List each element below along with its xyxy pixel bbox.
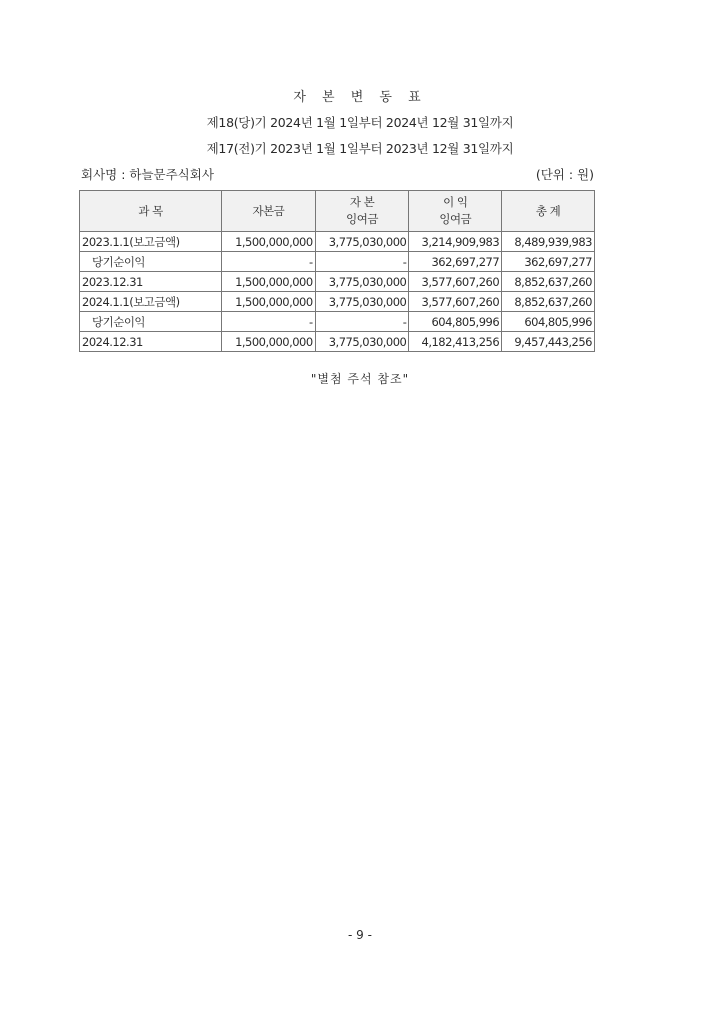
cell-capital: - bbox=[222, 312, 316, 332]
header-capital-surplus bbox=[315, 191, 409, 232]
header-item: 과 목 bbox=[80, 191, 222, 232]
cell-retained-earnings: 604,805,996 bbox=[409, 312, 502, 332]
cell-capital-surplus: - bbox=[315, 312, 409, 332]
cell-capital-surplus: 3,775,030,000 bbox=[315, 292, 409, 312]
cell-retained-earnings: 362,697,277 bbox=[409, 252, 502, 272]
row-label: 2023.12.31 bbox=[80, 272, 222, 292]
footnote-reference: "별첨 주석 참조" bbox=[310, 372, 410, 386]
table-row bbox=[80, 232, 595, 252]
cell-retained-earnings: 3,577,607,260 bbox=[409, 292, 502, 312]
cell-total: 8,489,939,983 bbox=[502, 232, 595, 252]
cell-total: 8,852,637,260 bbox=[502, 272, 595, 292]
cell-capital-surplus: 3,775,030,000 bbox=[315, 232, 409, 252]
row-label: 당기순이익 bbox=[80, 312, 222, 332]
table-row bbox=[80, 312, 595, 332]
cell-retained-earnings: 3,577,607,260 bbox=[409, 272, 502, 292]
header-capital-surplus-line1: 자 본 bbox=[349, 195, 375, 209]
cell-capital: 1,500,000,000 bbox=[222, 332, 316, 352]
cell-total: 9,457,443,256 bbox=[502, 332, 595, 352]
document-title: 자 본 변 동 표 bbox=[293, 90, 427, 105]
table-header-row bbox=[80, 191, 595, 232]
cell-capital: 1,500,000,000 bbox=[222, 232, 316, 252]
cell-capital-surplus: 3,775,030,000 bbox=[315, 272, 409, 292]
header-retained-earnings-line2: 잉여금 bbox=[439, 212, 472, 226]
header-total: 총 계 bbox=[502, 191, 595, 232]
unit-label: (단위 : 원) bbox=[535, 167, 594, 182]
table-row bbox=[80, 332, 595, 352]
company-name: 회사명 : 하늘문주식회사 bbox=[81, 167, 214, 182]
equity-statement-table bbox=[79, 190, 595, 352]
cell-capital-surplus: 3,775,030,000 bbox=[315, 332, 409, 352]
row-label: 2024.12.31 bbox=[80, 332, 222, 352]
period-current: 제18(당)기 2024년 1월 1일부터 2024년 12월 31일까지 bbox=[206, 115, 514, 130]
cell-capital-surplus: - bbox=[315, 252, 409, 272]
header-retained-earnings bbox=[409, 191, 502, 232]
row-label: 당기순이익 bbox=[80, 252, 222, 272]
row-label: 2024.1.1(보고금액) bbox=[80, 292, 222, 312]
cell-retained-earnings: 4,182,413,256 bbox=[409, 332, 502, 352]
table-row bbox=[80, 272, 595, 292]
cell-total: 604,805,996 bbox=[502, 312, 595, 332]
table-row bbox=[80, 292, 595, 312]
cell-capital: - bbox=[222, 252, 316, 272]
cell-capital: 1,500,000,000 bbox=[222, 292, 316, 312]
page-number: - 9 - bbox=[348, 928, 372, 942]
cell-total: 362,697,277 bbox=[502, 252, 595, 272]
header-capital: 자본금 bbox=[222, 191, 316, 232]
header-capital-surplus-line2: 잉여금 bbox=[346, 212, 378, 226]
cell-capital: 1,500,000,000 bbox=[222, 272, 316, 292]
cell-total: 8,852,637,260 bbox=[502, 292, 595, 312]
period-prior: 제17(전)기 2023년 1월 1일부터 2023년 12월 31일까지 bbox=[206, 141, 514, 156]
row-label: 2023.1.1(보고금액) bbox=[80, 232, 222, 252]
header-retained-earnings-line1: 이 익 bbox=[443, 195, 468, 209]
cell-retained-earnings: 3,214,909,983 bbox=[409, 232, 502, 252]
table-row bbox=[80, 252, 595, 272]
